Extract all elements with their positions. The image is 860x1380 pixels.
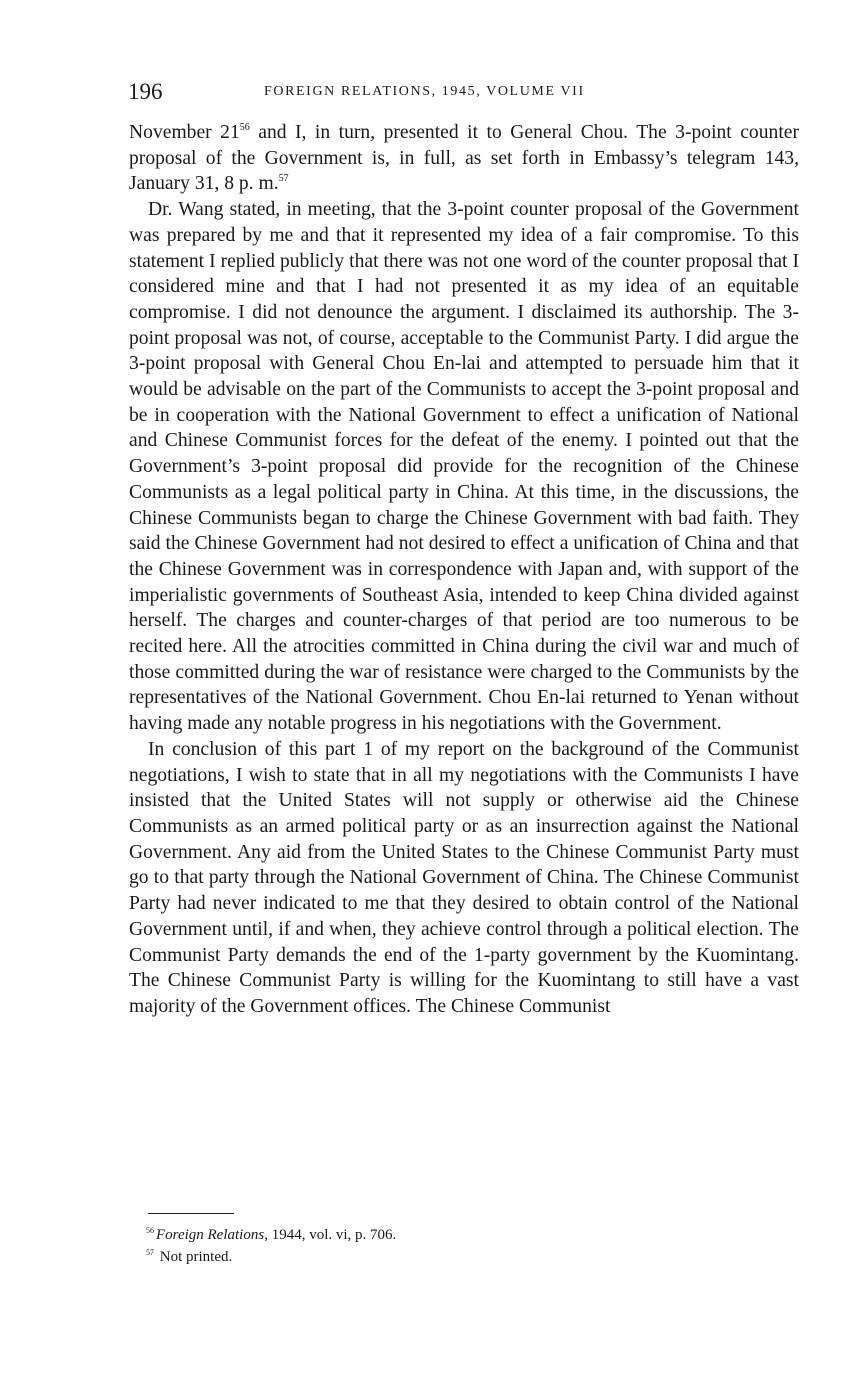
paragraph-1 [129,120,799,197]
footnote-56 [146,1222,746,1244]
page-number: 196 [128,79,163,104]
paragraph-2: Dr. Wang stated, in meeting, that the 3-point counter proposal of the Government was prepared by me and that it represented my idea of a fair compromise. To this statement I replied publicly that there was not one word of the counter proposal that I considered mine and that I had not presented it as my idea of an equitable compromise. I did not denounce the argument. I disclaimed its authorship. The 3-point proposal was not, of course, acceptable to the Communist Party. I did argue the 3-point proposal with General Chou En-lai and attempted to persuade him that it would be advisable on the part of the Communists to accept the 3-point proposal and be in cooperation with the National Government to effect a unification of National and Chinese Communist forces for the defeat of the enemy. I pointed out that the Government’s 3-point proposal did provide for the recognition of the Chinese Communists as a legal political party in China. At this time, in the discussions, the Chinese Communists began to charge the Chinese Government with bad faith. They said the Chinese Government had not desired to effect a unification of China and that the Chinese Government was in correspondence with Japan and, with support of the imperialistic governments of Southeast Asia, intended to keep China divided against herself. The charges and counter-charges of that period are too numerous to be recited here. All the atrocities committed in China during the civil war and much of those committed during the war of resistance were charged to the Communists by the representatives of the National Government. Chou En-lai returned to Yenan without having made any notable progress in his negotiations with the Government. [129,199,799,735]
body-text [129,120,799,1020]
footnote-text: Not printed. [159,1249,233,1265]
footnote-source-title: Foreign Relations [156,1227,265,1243]
footnote-57 [146,1244,746,1266]
paragraph-1-start: November 21 [129,122,240,143]
paragraph-1-text: and I, in turn, presented it to General Chou. The 3-point counter proposal of the Government is, in full, as set forth in Embassy’s telegram 143, January 31, 8 p. m. [129,122,799,195]
paragraph-3: In conclusion of this part 1 of my report on the background of the Communist negotiations, I wish to state that in all my negotiations with the Communists I have insisted that the United States will not supply or otherwise aid the Chinese Communists as an armed political party or as an insurrection against the National Government. Any aid from the United States to the Chinese Communist Party must go to that party through the National Government of China. The Chinese Communist Party had never indicated to me that they desired to obtain control of the National Government until, if and when, they achieve control through a political election. The Communist Party demands the end of the 1-party government by the Kuomintang. The Chinese Communist Party is willing for the Kuomintang to still have a vast majority of the Government offices. The Chinese Communist [129,738,799,1017]
footnote-mark: 57 [146,1248,154,1257]
footnote-mark: 56 [146,1226,154,1235]
page-header [128,78,800,108]
footnote-divider [148,1213,234,1214]
footnotes [146,1222,746,1266]
footnote-ref-57: 57 [278,173,289,185]
running-title: FOREIGN RELATIONS, 1945, VOLUME VII [264,84,585,99]
footnote-ref-56: 56 [239,122,250,133]
footnote-citation: , 1944, vol. vi, p. 706. [264,1227,397,1243]
